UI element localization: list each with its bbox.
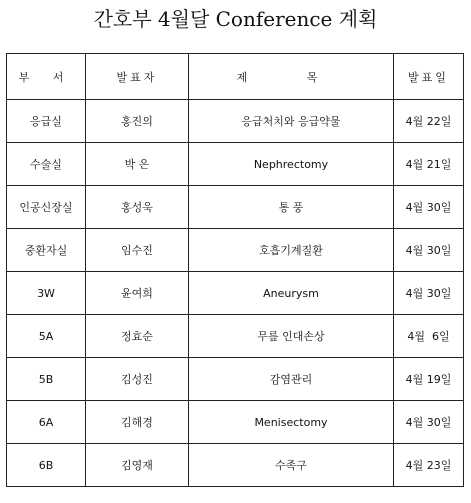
department-cell: 수술실 bbox=[7, 143, 86, 186]
table-row bbox=[7, 358, 464, 401]
table-row bbox=[7, 444, 464, 487]
topic-cell: Nephrectomy bbox=[189, 143, 394, 186]
conference-schedule-table bbox=[6, 53, 464, 487]
department-cell: 중환자실 bbox=[7, 229, 86, 272]
department-cell: 응급실 bbox=[7, 100, 86, 143]
table-row bbox=[7, 229, 464, 272]
presenter-cell: 김성진 bbox=[86, 358, 189, 401]
presenter-cell: 홍진의 bbox=[86, 100, 189, 143]
table-header-row bbox=[7, 54, 464, 100]
topic-cell: Menisectomy bbox=[189, 401, 394, 444]
table-row bbox=[7, 272, 464, 315]
presenter-cell: 김해경 bbox=[86, 401, 189, 444]
department-cell: 6B bbox=[7, 444, 86, 487]
table-row bbox=[7, 143, 464, 186]
presenter-cell: 박 은 bbox=[86, 143, 189, 186]
presenter-cell: 홍성욱 bbox=[86, 186, 189, 229]
header-date: 발표일 bbox=[394, 54, 464, 100]
table-row bbox=[7, 100, 464, 143]
date-cell: 4월 23일 bbox=[394, 444, 464, 487]
presenter-cell: 임수진 bbox=[86, 229, 189, 272]
topic-cell: 무릎 인대손상 bbox=[189, 315, 394, 358]
presenter-cell: 정효순 bbox=[86, 315, 189, 358]
table-row bbox=[7, 186, 464, 229]
date-cell: 4월 30일 bbox=[394, 229, 464, 272]
department-cell: 5B bbox=[7, 358, 86, 401]
department-cell: 5A bbox=[7, 315, 86, 358]
department-cell: 6A bbox=[7, 401, 86, 444]
date-cell: 4월 30일 bbox=[394, 186, 464, 229]
topic-cell: 감염관리 bbox=[189, 358, 394, 401]
header-presenter: 발표자 bbox=[86, 54, 189, 100]
date-cell: 4월 30일 bbox=[394, 401, 464, 444]
page-title: 간호부 4월달 Conference 계획 bbox=[93, 7, 378, 31]
department-cell: 3W bbox=[7, 272, 86, 315]
topic-cell: Aneurysm bbox=[189, 272, 394, 315]
date-cell: 4월 22일 bbox=[394, 100, 464, 143]
department-cell: 인공신장실 bbox=[7, 186, 86, 229]
header-department: 부 서 bbox=[7, 54, 86, 100]
table-row bbox=[7, 401, 464, 444]
date-cell: 4월 30일 bbox=[394, 272, 464, 315]
date-cell: 4월 21일 bbox=[394, 143, 464, 186]
table-row bbox=[7, 315, 464, 358]
topic-cell: 수족구 bbox=[189, 444, 394, 487]
topic-cell: 호흡기계질환 bbox=[189, 229, 394, 272]
date-cell: 4월 6일 bbox=[394, 315, 464, 358]
topic-cell: 통 풍 bbox=[189, 186, 394, 229]
presenter-cell: 윤여희 bbox=[86, 272, 189, 315]
header-topic: 제 목 bbox=[189, 54, 394, 100]
presenter-cell: 김영재 bbox=[86, 444, 189, 487]
topic-cell: 응급처치와 응급약물 bbox=[189, 100, 394, 143]
date-cell: 4월 19일 bbox=[394, 358, 464, 401]
